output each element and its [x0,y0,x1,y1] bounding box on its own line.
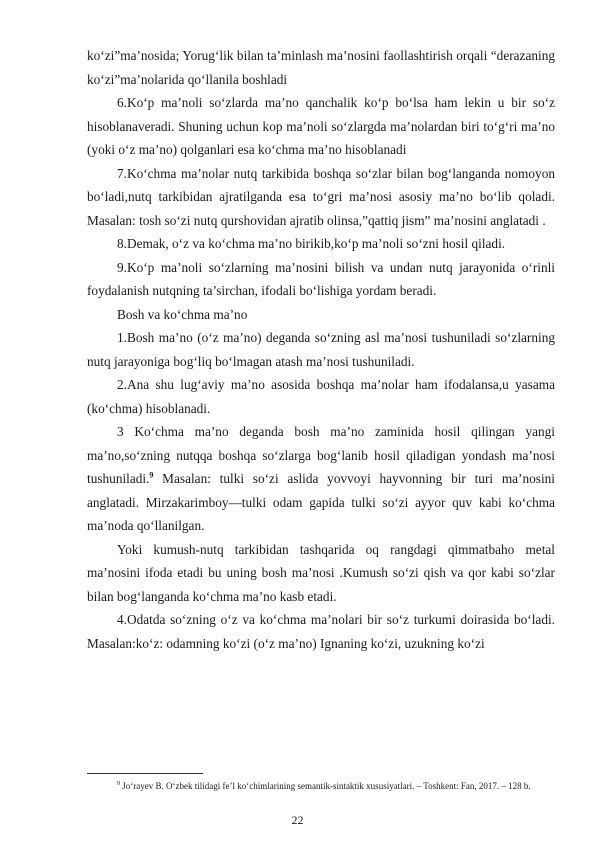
footnote [87,779,555,794]
paragraph-bosh-2: 2.Ana shu lug‘aviy ma’no asosida boshqa ma’nolar ham ifodalansa,u yasama (ko‘chma) hisoblanadi. [87,377,555,416]
section-heading: Bosh va ko‘chma ma’no [117,306,248,322]
body-text [87,44,555,655]
paragraph-6: 6.Ko‘p ma’noli so‘zlarda ma’no qanchalik ko‘p bo‘lsa ham lekin u bir so‘z hisoblanaveradi. Shuning uchun kop ma’noli so‘zlargda ma’nolardan biri to‘g‘ri ma’no (yoki o‘z ma’no) qolganlari esa ko‘chma ma’no hisoblanadi [87,95,555,157]
paragraph-bosh-3-part2: Masalan: tulki so‘zi aslida yovvoyi hayvonning bir turi ma’nosini anglatadi. Mirzakarimboy—tulki odam gapida tulki so‘zi ayyor quv kabi ko‘chma ma’noda qo‘llanilgan. [87,471,555,533]
paragraph-9: 9.Ko‘p ma’noli so‘zlarning ma’nosini bilish va undan nutq jarayonida o‘rinli foydalanish nutqning ta’sirchan, ifodali bo‘lishiga yordam beradi. [87,259,555,298]
footnote-text: Jo‘rayev B. O‘zbek tilidagi fe’l ko‘chimlarining semantik-sintaktik xususiyatlari. – Toshkent: Fan, 2017. – 128 b. [120,781,531,791]
footnote-reference[interactable]: 9 [149,470,154,480]
paragraph-8: 8.Demak, o‘z va ko‘chma ma’no birikib,ko‘p ma’noli so‘zni hosil qiladi. [117,236,506,251]
paragraph-bosh-3 [87,420,555,538]
paragraph-bosh-1: 1.Bosh ma’no (o‘z ma’no) deganda so‘zning asl ma’nosi tushuniladi so‘zlarning nutq jarayoniga bog‘liq bo‘lmagan atash ma’nosi tushuniladi. [87,330,555,369]
paragraph-bosh-4: 4.Odatda so‘zning o‘z va ko‘chma ma’nolari bir so‘z turkumi doirasida bo‘ladi. Masalan:ko‘z: odamning ko‘zi (o‘z ma’no) Ignaning ko‘zi, uzukning ko‘zi [87,612,555,651]
paragraph-kumush: Yoki kumush-nutq tarkibidan tashqarida oq rangdagi qimmatbaho metal ma’nosini ifoda etadi bu uning bosh ma’nosi .Kumush so‘zi qish va qor kabi so‘zlar bilan bog‘langanda ko‘chma ma’no kasb etadi. [87,541,555,604]
page-number: 22 [291,813,304,827]
paragraph-continuation: ko‘zi”ma’nosida; Yorug‘lik bilan ta’minlash ma’nosini faollashtirish orqali “derazaning ko‘zi”ma’nolarida qo‘llanila boshladi [87,48,555,87]
paragraph-bosh-3-part1: 3 Ko‘chma ma’no deganda bosh ma’no zaminida hosil qilingan yangi ma’no,so‘zning nutqqa boshqa so‘zlarga bog‘lanib hosil qiladigan yondash ma’nosi tushuniladi. [87,424,555,486]
footnote-separator [87,773,203,774]
paragraph-7: 7.Ko‘chma ma’nolar nutq tarkibida boshqa so‘zlar bilan bog‘langanda nomoyon bo‘ladi,nutq tarkibidan ajratilganda esa to‘gri ma’nosi asosiy ma’no bo‘lib qoladi. Masalan: tosh so‘zi nutq qurshovidan ajratib olinsa,”qattiq jism” ma’nosini anglatadi . [87,165,555,228]
footnote-marker: 9 [117,781,120,787]
